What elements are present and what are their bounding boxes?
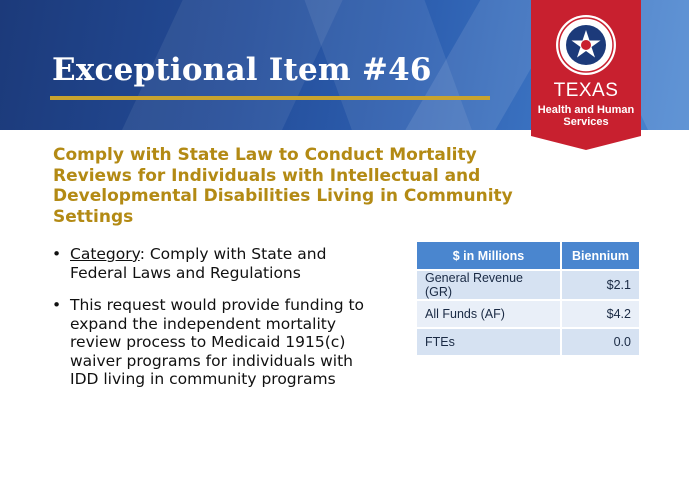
hhs-logo-badge bbox=[531, 0, 641, 150]
table-header-millions: $ in Millions bbox=[417, 242, 561, 270]
row-value: $2.1 bbox=[561, 270, 639, 300]
row-label: All Funds (AF) bbox=[417, 300, 561, 328]
logo-org-sub bbox=[531, 104, 641, 128]
funding-table bbox=[417, 242, 639, 355]
row-label: General Revenue (GR) bbox=[417, 270, 561, 300]
category-label: Category bbox=[70, 245, 140, 263]
row-value: 0.0 bbox=[561, 328, 639, 355]
logo-org-sub-line1: Health and Human bbox=[537, 104, 635, 116]
bullet-list bbox=[52, 245, 382, 403]
logo-org-name: TEXAS bbox=[553, 80, 619, 101]
table-header-row bbox=[417, 242, 639, 270]
row-label: FTEs bbox=[417, 328, 561, 355]
row-value: $4.2 bbox=[561, 300, 639, 328]
title-underline bbox=[50, 96, 490, 100]
table-row bbox=[417, 300, 639, 328]
table-header-biennium: Biennium bbox=[561, 242, 639, 270]
category-text: : Comply with State and Federal Laws and Regulations bbox=[70, 245, 327, 282]
slide-title: Exceptional Item #46 bbox=[52, 52, 432, 88]
table-row bbox=[417, 270, 639, 300]
logo-org-sub-line2: Services bbox=[563, 116, 609, 128]
table-row bbox=[417, 328, 639, 355]
description-text: This request would provide funding to expand the independent mortality review process to Medicaid 1915(c) waiver programs for individuals with IDD living in community programs bbox=[70, 296, 365, 388]
bullet-description bbox=[52, 296, 382, 389]
slide-subtitle: Comply with State Law to Conduct Mortality Reviews for Individuals with Intellectual and Developmental Disabilities Living in Community Settings bbox=[53, 145, 513, 227]
bullet-category bbox=[52, 245, 382, 282]
